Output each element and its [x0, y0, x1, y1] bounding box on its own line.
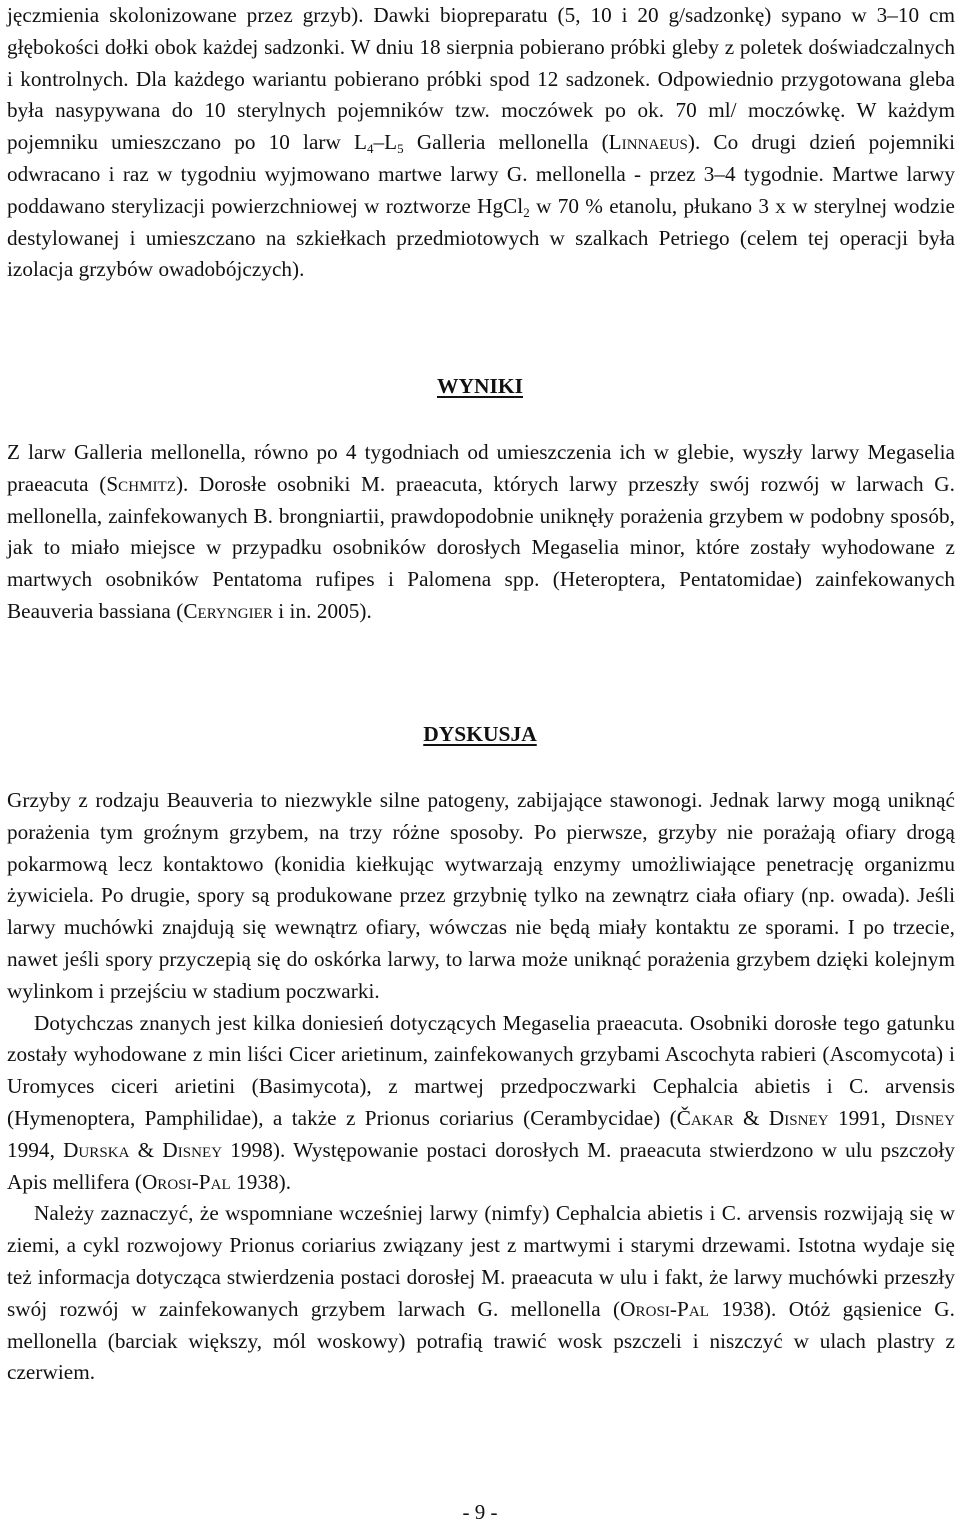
- results-text: Z larw Galleria mellonella, równo po 4 tygodniach od umieszczenia ich w glebie, wyszły larwy Megaselia praeacuta (Schmitz). Dorosłe osobniki M. praeacuta, których larwy przeszły swój rozwój w larwach G. mellonella, zainfekowanych B. brongniartii, prawdopodobnie uniknęły porażenia grzybem w podobny sposób, jak to miało miejsce w przypadku osobników dorosłych Megaselia minor, które zostały wyhodowane z martwych osobników Pentatoma rufipes i Palomena spp. (Heteroptera, Pentatomidae) zainfekowanych Beauveria bassiana (Ceryngier i in. 2005).: [7, 440, 955, 623]
- author-citation: Čakar: [676, 1105, 734, 1130]
- discussion-paragraph-1: Grzyby z rodzaju Beauveria to niezwykle silne patogeny, zabijające stawonogi. Jednak larwy mogą uniknąć porażenia tym groźnym grzybem, na trzy różne sposoby. Po pierwsze, grzyby nie porażają ofiary drogą pokarmową lecz kontaktowo (konidia kiełkując wytwarzają enzymy umożliwiające penetrację organizmu żywiciela. Po drugie, spory są produkowane przez grzybnię tylko na zewnątrz ciała ofiary (np. owada). Jeśli larwy muchówki znajdują się wewnątrz ofiary, wówczas nie będą miały kontaktu ze sporami. I po trzecie, nawet jeśli spory przyczepią się do oskórka larwy, to larwa może uniknąć porażenia grzybem dzięki kolejnym wylinkom i przejściu w stadium poczwarki.: [7, 788, 955, 1003]
- author-citation: Disney: [162, 1137, 223, 1162]
- author-citation: Disney: [895, 1105, 956, 1130]
- page-number: - 9 -: [462, 1500, 498, 1524]
- author-citation: Orosi-Pal: [620, 1296, 709, 1321]
- results-paragraph: [7, 437, 955, 628]
- author-citation: Ceryngier: [183, 598, 273, 623]
- discussion-heading: DYSKUSJA: [423, 722, 537, 746]
- methods-text: jęczmienia skolonizowane przez grzyb). Dawki biopreparatu (5, 10 i 20 g/sadzonkę) sypano w 3–10 cm głębokości dołki obok każdej sadzonki. W dniu 18 sierpnia pobierano próbki gleby z poletek doświadczalnych i kontrolnych. Dla każdego wariantu pobierano próbki spod 12 sadzonek. Odpowiednio przygotowana gleba była nasypywana do 10 sterylnych pojemników tzw. moczówek po ok. 70 ml/ moczówkę. W każdym pojemniku umieszczano po 10 larw $L_4-L_5$ Galleria mellonella (Linnaeus). Co drugi dzień pojemniki odwracano i raz w tygodniu wyjmowano martwe larwy G. mellonella - przez 3–4 tygodnie. Martwe larwy poddawano sterylizacji powierzchniowej w roztworze HgCl$_2$ w 70 % etanolu, płukano 3 x w sterylnej wodzie destylowanej i umieszczano na szkiełkach przedmiotowych w szalkach Petriego (celem tej operacji była izolacja grzybów owadobójczych).: [7, 3, 955, 282]
- discussion-section: [7, 785, 955, 1389]
- discussion-paragraph-2: Dotychczas znanych jest kilka doniesień dotyczących Megaselia praeacuta. Osobniki dorosłe tego gatunku zostały wyhodowane z min liści Cicer arietinum, zainfekowanych grzybami Ascochyta rabieri (Ascomycota) i Uromyces ciceri arietini (Basimycota), z martwej przedpoczwarki Cephalcia abietis i C. arvensis (Hymenoptera, Pamphilidae), a także z Prionus coriarius (Cerambycidae) (Čakar & Disney 1991, Disney 1994, Durska & Disney 1998). Występowanie postaci dorosłych M. praeacuta stwierdzono w ulu pszczoły Apis mellifera (Orosi-Pal 1938).: [7, 1010, 956, 1194]
- discussion-paragraph-3: Należy zaznaczyć, że wspomniane wcześniej larwy (nimfy) Cephalcia abietis i C. arvensis rozwijają się w ziemi, a cykl rozwojowy Prionus coriarius związany jest z martwymi i starymi drzewami. Istotna wydaje się też informacja dotycząca stwierdzenia postaci dorosłej M. praeacuta w ulu i fakt, że larwy muchówki przeszły swój rozwój w zainfekowanych grzybem larwach G. mellonella (Orosi-Pal 1938). Otóż gąsienice G. mellonella (barciak większy, mól woskowy) potrafią trawić wosk pszczeli i niszczyć w ulach plastry z czerwiem.: [7, 1201, 955, 1385]
- author-citation: Linnaeus: [608, 130, 688, 155]
- author-citation: Schmitz: [106, 471, 176, 496]
- author-citation: Durska: [63, 1137, 130, 1162]
- author-citation: Disney: [768, 1105, 829, 1130]
- author-citation: Orosi-Pal: [141, 1169, 231, 1194]
- methods-paragraph: [7, 0, 955, 286]
- results-heading: WYNIKI: [436, 374, 523, 398]
